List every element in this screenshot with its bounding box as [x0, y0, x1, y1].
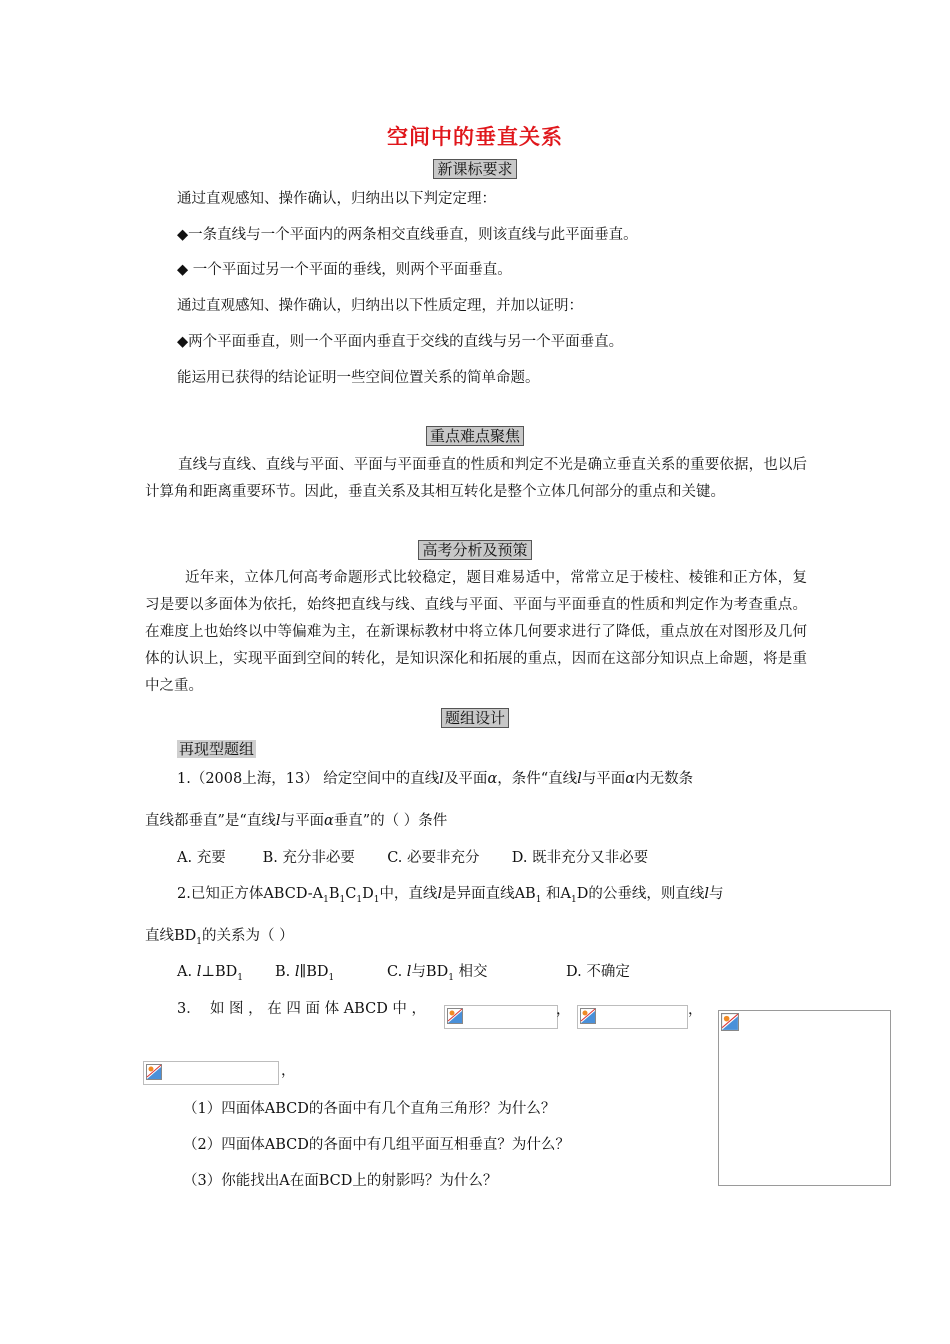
figure-placeholder	[718, 1010, 891, 1186]
section-heading-problems: 题组设计	[0, 707, 950, 728]
analysis-paragraph: 近年来，立体几何高考命题形式比较稳定，题目难易适中，常常立足于棱柱、棱锥和正方体，复习是要以多面体为依托，始终把直线与线、直线与平面、平面与平面垂直的性质和判定作为考查重点。在难度上也始终以中等偏难为主，在新课标教材中将立体几何要求进行了降低，重点放在对图形及几何体的认识上，实现平面到空间的转化，是知识深化和拓展的重点，因而在这部分知识点上命题，将是重中之重。	[145, 570, 807, 694]
section-heading-requirements: 新课标要求	[0, 158, 950, 179]
question-2-option-d: D. 不确定	[566, 964, 630, 980]
req-line-4: 通过直观感知、操作确认，归纳出以下性质定理，并加以证明：	[177, 298, 583, 314]
section-heading-focus: 重点难点聚焦	[0, 425, 950, 446]
group-label: 再现型题组	[179, 740, 255, 758]
question-3-intro: 3． 如 图 ， 在 四 面 体 ABCD 中 ，	[177, 1001, 427, 1017]
comma-1: ，	[556, 1002, 571, 1018]
broken-image-icon	[146, 1064, 162, 1080]
req-line-1: 通过直观感知、操作确认，归纳出以下判定定理：	[177, 191, 496, 207]
question-3-sub-1: （1）四面体ABCD的各面中有几个直角三角形？为什么？	[183, 1101, 556, 1117]
question-1-line-1: 1.（2008上海，13） 给定空间中的直线l及平面α，条件“直线l与平面α内无数条	[177, 771, 694, 787]
comma-3: ，	[281, 1063, 296, 1079]
question-3-sub-2: （2）四面体ABCD的各面中有几组平面互相垂直？为什么？	[183, 1137, 570, 1153]
formula-image-3	[143, 1061, 279, 1085]
formula-image-2	[577, 1005, 688, 1029]
page-title: 空间中的垂直关系	[387, 124, 563, 149]
broken-image-icon	[447, 1008, 463, 1024]
broken-image-icon	[721, 1013, 739, 1031]
comma-2: ，	[688, 1002, 703, 1018]
req-line-2: ◆一条直线与一个平面内的两条相交直线垂直，则该直线与此平面垂直。	[177, 227, 638, 243]
req-line-6: 能运用已获得的结论证明一些空间位置关系的简单命题。	[177, 370, 540, 386]
broken-image-icon	[580, 1008, 596, 1024]
question-3-sub-3: （3）你能找出A在面BCD上的射影吗？为什么？	[183, 1173, 498, 1189]
section-heading-analysis: 高考分析及预策	[0, 539, 950, 560]
question-1-options: A. 充要 B. 充分非必要 C. 必要非充分 D. 既非充分又非必要	[177, 850, 649, 866]
question-2-option-c: C. l与$BD_1$ 相交	[387, 964, 488, 983]
req-line-5: ◆两个平面垂直，则一个平面内垂直于交线的直线与另一个平面垂直。	[177, 334, 624, 350]
question-2-line-2: 直线$BD_1$的关系为（ ）	[145, 928, 294, 947]
question-2-option-b: B. $l\parallel BD_1$	[275, 964, 335, 983]
formula-image-1	[444, 1005, 558, 1029]
question-2-line-1: 2.已知正方体ABCD-$A_1B_1C_1D_1$中，直线l是异面直线$AB_1$ 和$A_1D$的公垂线，则直线l与	[177, 886, 724, 905]
focus-paragraph: 直线与直线、直线与平面、平面与平面垂直的性质和判定不光是确立垂直关系的重要依据，也以后计算角和距离重要环节。因此，垂直关系及其相互转化是整个立体几何部分的重点和关键。	[145, 457, 807, 500]
question-2-option-a: A. $l\perp BD_1$	[177, 964, 243, 983]
req-line-3: ◆ 一个平面过另一个平面的垂线，则两个平面垂直。	[177, 262, 512, 278]
question-1-line-2: 直线都垂直”是“直线l与平面α垂直”的（ ）条件	[145, 813, 448, 829]
